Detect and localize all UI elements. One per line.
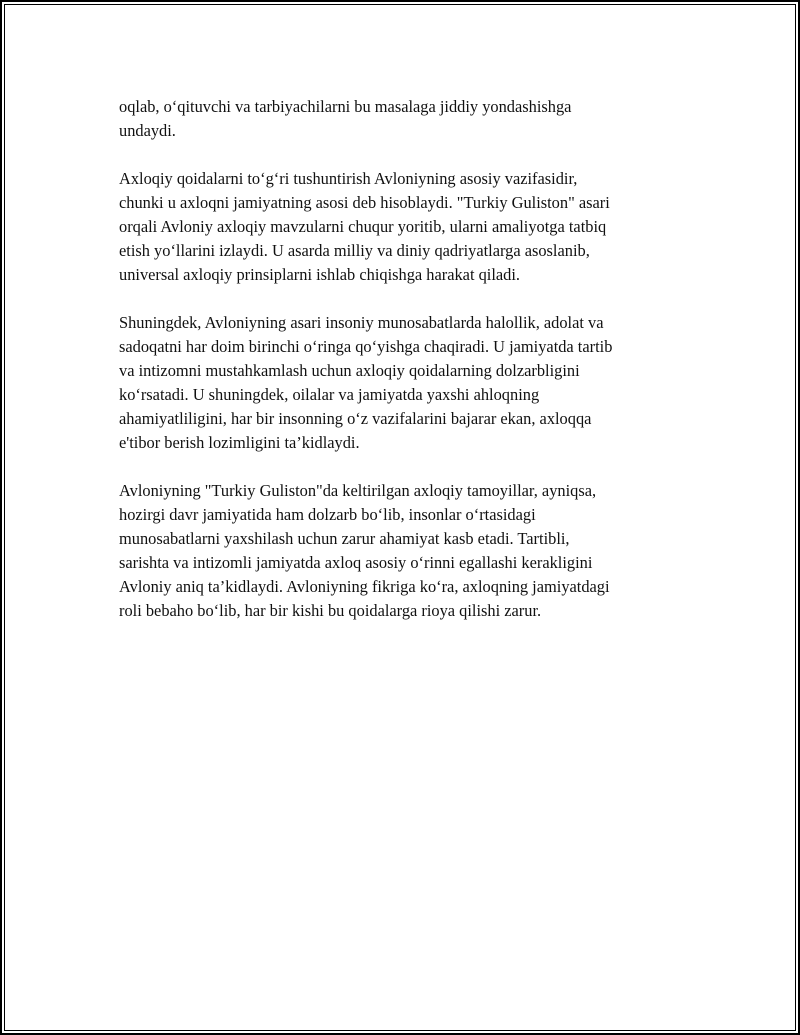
text-line: roli bebaho bo‘lib, har bir kishi bu qoidalarga rioya qilishi zarur. (119, 601, 542, 620)
text-line: e'tibor berish lozimligini ta’kidlaydi. (119, 433, 360, 452)
text-line: Axloqiy qoidalarni to‘g‘ri tushuntirish Avloniyning asosiy vazifasidir, (119, 169, 578, 188)
paragraph-4 (119, 479, 679, 623)
text-line: chunki u axloqni jamiyatning asosi deb hisoblaydi. "Turkiy Guliston" asari (119, 193, 610, 212)
paragraph-3 (119, 311, 679, 455)
text-line: Shuningdek, Avloniyning asari insoniy munosabatlarda halollik, adolat va (119, 313, 604, 332)
text-line: etish yo‘llarini izlaydi. U asarda milliy va diniy qadriyatlarga asoslanib, (119, 241, 590, 260)
text-line: oqlab, o‘qituvchi va tarbiyachilarni bu masalaga jiddiy yondashishga (119, 97, 572, 116)
text-line: hozirgi davr jamiyatida ham dolzarb bo‘lib, insonlar o‘rtasidagi (119, 505, 536, 524)
text-line: ko‘rsatadi. U shuningdek, oilalar va jamiyatda yaxshi ahloqning (119, 385, 540, 404)
document-body (119, 95, 679, 647)
text-line: ahamiyatliligini, har bir insonning o‘z vazifalarini bajarar ekan, axloqqa (119, 409, 592, 428)
text-line: universal axloqiy prinsiplarni ishlab chiqishga harakat qiladi. (119, 265, 521, 284)
text-line: munosabatlarni yaxshilash uchun zarur ahamiyat kasb etadi. Tartibli, (119, 529, 570, 548)
paragraph-1 (119, 95, 679, 143)
text-line: orqali Avloniy axloqiy mavzularni chuqur yoritib, ularni amaliyotga tatbiq (119, 217, 607, 236)
paragraph-2 (119, 167, 679, 287)
text-line: Avloniy aniq ta’kidlaydi. Avloniyning fikriga ko‘ra, axloqning jamiyatdagi (119, 577, 610, 596)
text-line: Avloniyning "Turkiy Guliston"da keltirilgan axloqiy tamoyillar, ayniqsa, (119, 481, 597, 500)
text-line: sarishta va intizomli jamiyatda axloq asosiy o‘rinni egallashi kerakligini (119, 553, 593, 572)
text-line: va intizomni mustahkamlash uchun axloqiy qoidalarning dolzarbligini (119, 361, 580, 380)
text-line: undaydi. (119, 121, 176, 140)
text-line: sadoqatni har doim birinchi o‘ringa qo‘yishga chaqiradi. U jamiyatda tartib (119, 337, 613, 356)
